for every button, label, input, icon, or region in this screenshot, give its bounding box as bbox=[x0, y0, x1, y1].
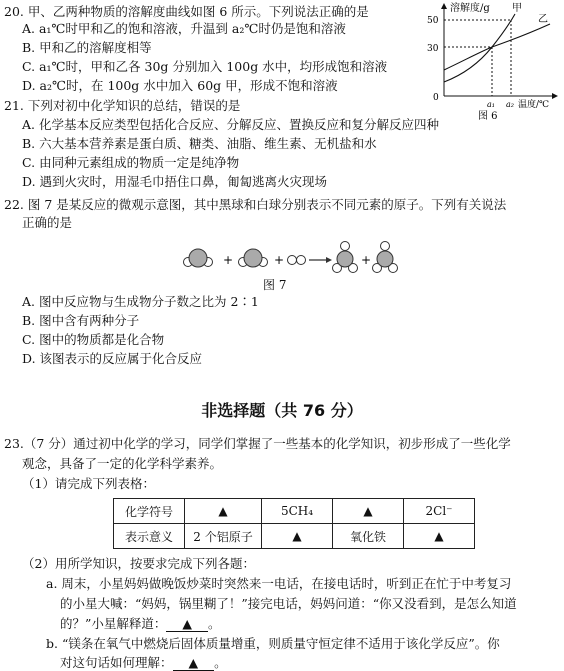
curve-jia bbox=[444, 14, 515, 82]
x-axis-arrow bbox=[552, 93, 558, 99]
figure-6-caption: 图 6 bbox=[478, 111, 498, 120]
y-tick-50: 50 bbox=[427, 16, 439, 26]
q23-part2: （2）用所学知识，按要求完成下列各题： bbox=[22, 556, 255, 571]
table-cell: ▲ bbox=[185, 499, 262, 524]
q23-a-line3 bbox=[60, 616, 221, 632]
q23-b-line2 bbox=[60, 655, 227, 671]
figure-6-solubility-graph bbox=[420, 0, 560, 120]
y-axis-arrow bbox=[441, 3, 447, 9]
reactant-molecule-1 bbox=[184, 249, 213, 267]
figure-7-caption: 图 7 bbox=[263, 278, 287, 292]
plus-sign-2: + bbox=[274, 253, 285, 267]
q20-option-b: B. 甲和乙的溶解度相等 bbox=[22, 40, 152, 55]
q23-b-text: 对这句话如何理解： bbox=[60, 655, 173, 670]
q22-option-c: C. 图中的物质都是化合物 bbox=[22, 332, 165, 347]
x-axis-label: 温度/℃ bbox=[518, 100, 550, 110]
label-jia: 甲 bbox=[512, 3, 522, 14]
period: 。 bbox=[214, 655, 227, 670]
reaction-arrow bbox=[309, 257, 332, 263]
table-row bbox=[114, 524, 475, 549]
q20-option-d: D. a₂℃时，在 100g 水中加入 60g 甲，形成不饱和溶液 bbox=[22, 78, 338, 93]
section-title: 非选择题（共 76 分） bbox=[201, 401, 363, 420]
q20-option-c: C. a₁℃时，甲和乙各 30g 分别加入 100g 水中，均形成饱和溶液 bbox=[22, 59, 388, 74]
q20-stem: 20. 甲、乙两种物质的溶解度曲线如图 6 所示。下列说法正确的是 bbox=[4, 4, 369, 19]
q23-part1: （1）请完成下列表格： bbox=[22, 476, 155, 491]
product-molecule-2 bbox=[373, 242, 398, 273]
y-axis-label: 溶解度/g bbox=[450, 3, 490, 14]
plus-sign-1: + bbox=[223, 253, 234, 267]
table-cell: ▲ bbox=[404, 524, 475, 549]
x-tick-a1: a₁ bbox=[487, 100, 495, 109]
q23-stem-line1: 23.（7 分）通过初中化学的学习，同学们掌握了一些基本的化学知识，初步形成了一些化学 bbox=[4, 436, 511, 451]
q23-b-line1: b. “镁条在氧气中燃烧后固体质量增重，则质量守恒定律不适用于该化学反应”。你 bbox=[46, 636, 500, 651]
table-cell: 2Cl⁻ bbox=[404, 499, 475, 524]
product-molecule-1 bbox=[333, 242, 358, 273]
table-cell: ▲ bbox=[262, 524, 333, 549]
reactant-molecule-3 bbox=[288, 256, 306, 265]
q21-option-d: D. 遇到火灾时，用湿毛巾捂住口鼻，匍匐逃离火灾现场 bbox=[22, 174, 328, 189]
q21-stem: 21. 下列对初中化学知识的总结，错误的是 bbox=[4, 98, 241, 113]
q23-a-line2: 的小星大喊：“妈妈，锅里糊了！”接完电话，妈妈问道：“你又没看到，是怎么知道 bbox=[60, 596, 517, 611]
q23-symbol-table bbox=[113, 498, 475, 549]
answer-blank-b[interactable]: ▲ bbox=[173, 655, 215, 671]
q21-option-c: C. 由同种元素组成的物质一定是纯净物 bbox=[22, 155, 240, 170]
origin-label: 0 bbox=[433, 93, 439, 103]
table-cell: ▲ bbox=[333, 499, 404, 524]
q21-option-b: B. 六大基本营养素是蛋白质、糖类、油脂、维生素、无机盐和水 bbox=[22, 136, 377, 151]
answer-blank-a[interactable]: ▲ bbox=[166, 616, 208, 632]
q21-option-a: A. 化学基本反应类型包括化合反应、分解反应、置换反应和复分解反应四种 bbox=[22, 117, 439, 132]
q22-stem-line1: 22. 图 7 是某反应的微观示意图，其中黑球和白球分别表示不同元素的原子。下列有关说法 bbox=[4, 197, 507, 212]
plus-sign-3: + bbox=[361, 253, 372, 267]
table-row bbox=[114, 499, 475, 524]
q22-option-d: D. 该图表示的反应属于化合反应 bbox=[22, 351, 203, 366]
q22-option-a: A. 图中反应物与生成物分子数之比为 2∶1 bbox=[22, 294, 259, 309]
q20-option-a: A. a₁℃时甲和乙的饱和溶液，升温到 a₂℃时仍是饱和溶液 bbox=[22, 21, 346, 36]
period: 。 bbox=[208, 616, 221, 631]
q23-a-text: 的？”小星解释道： bbox=[60, 616, 167, 631]
q22-stem-line2: 正确的是 bbox=[22, 215, 73, 230]
label-yi: 乙 bbox=[538, 14, 548, 25]
q22-option-b: B. 图中含有两种分子 bbox=[22, 313, 140, 328]
table-cell: 氧化铁 bbox=[333, 524, 404, 549]
q23-a-line1: a. 周末，小星妈妈做晚饭炒菜时突然来一电话，在接电话时，听到正在忙于中考复习 bbox=[46, 576, 512, 591]
table-cell: 5CH₄ bbox=[262, 499, 333, 524]
figure-7-reaction-diagram bbox=[175, 238, 405, 276]
reactant-molecule-2 bbox=[239, 249, 268, 267]
table-cell: 表示意义 bbox=[114, 524, 185, 549]
q23-stem-line2: 观念，具备了一定的化学科学素养。 bbox=[22, 456, 223, 471]
x-tick-a2: a₂ bbox=[506, 100, 514, 109]
curve-yi bbox=[444, 24, 550, 70]
table-cell: 2 个铝原子 bbox=[185, 524, 262, 549]
table-cell: 化学符号 bbox=[114, 499, 185, 524]
y-tick-30: 30 bbox=[427, 44, 439, 54]
